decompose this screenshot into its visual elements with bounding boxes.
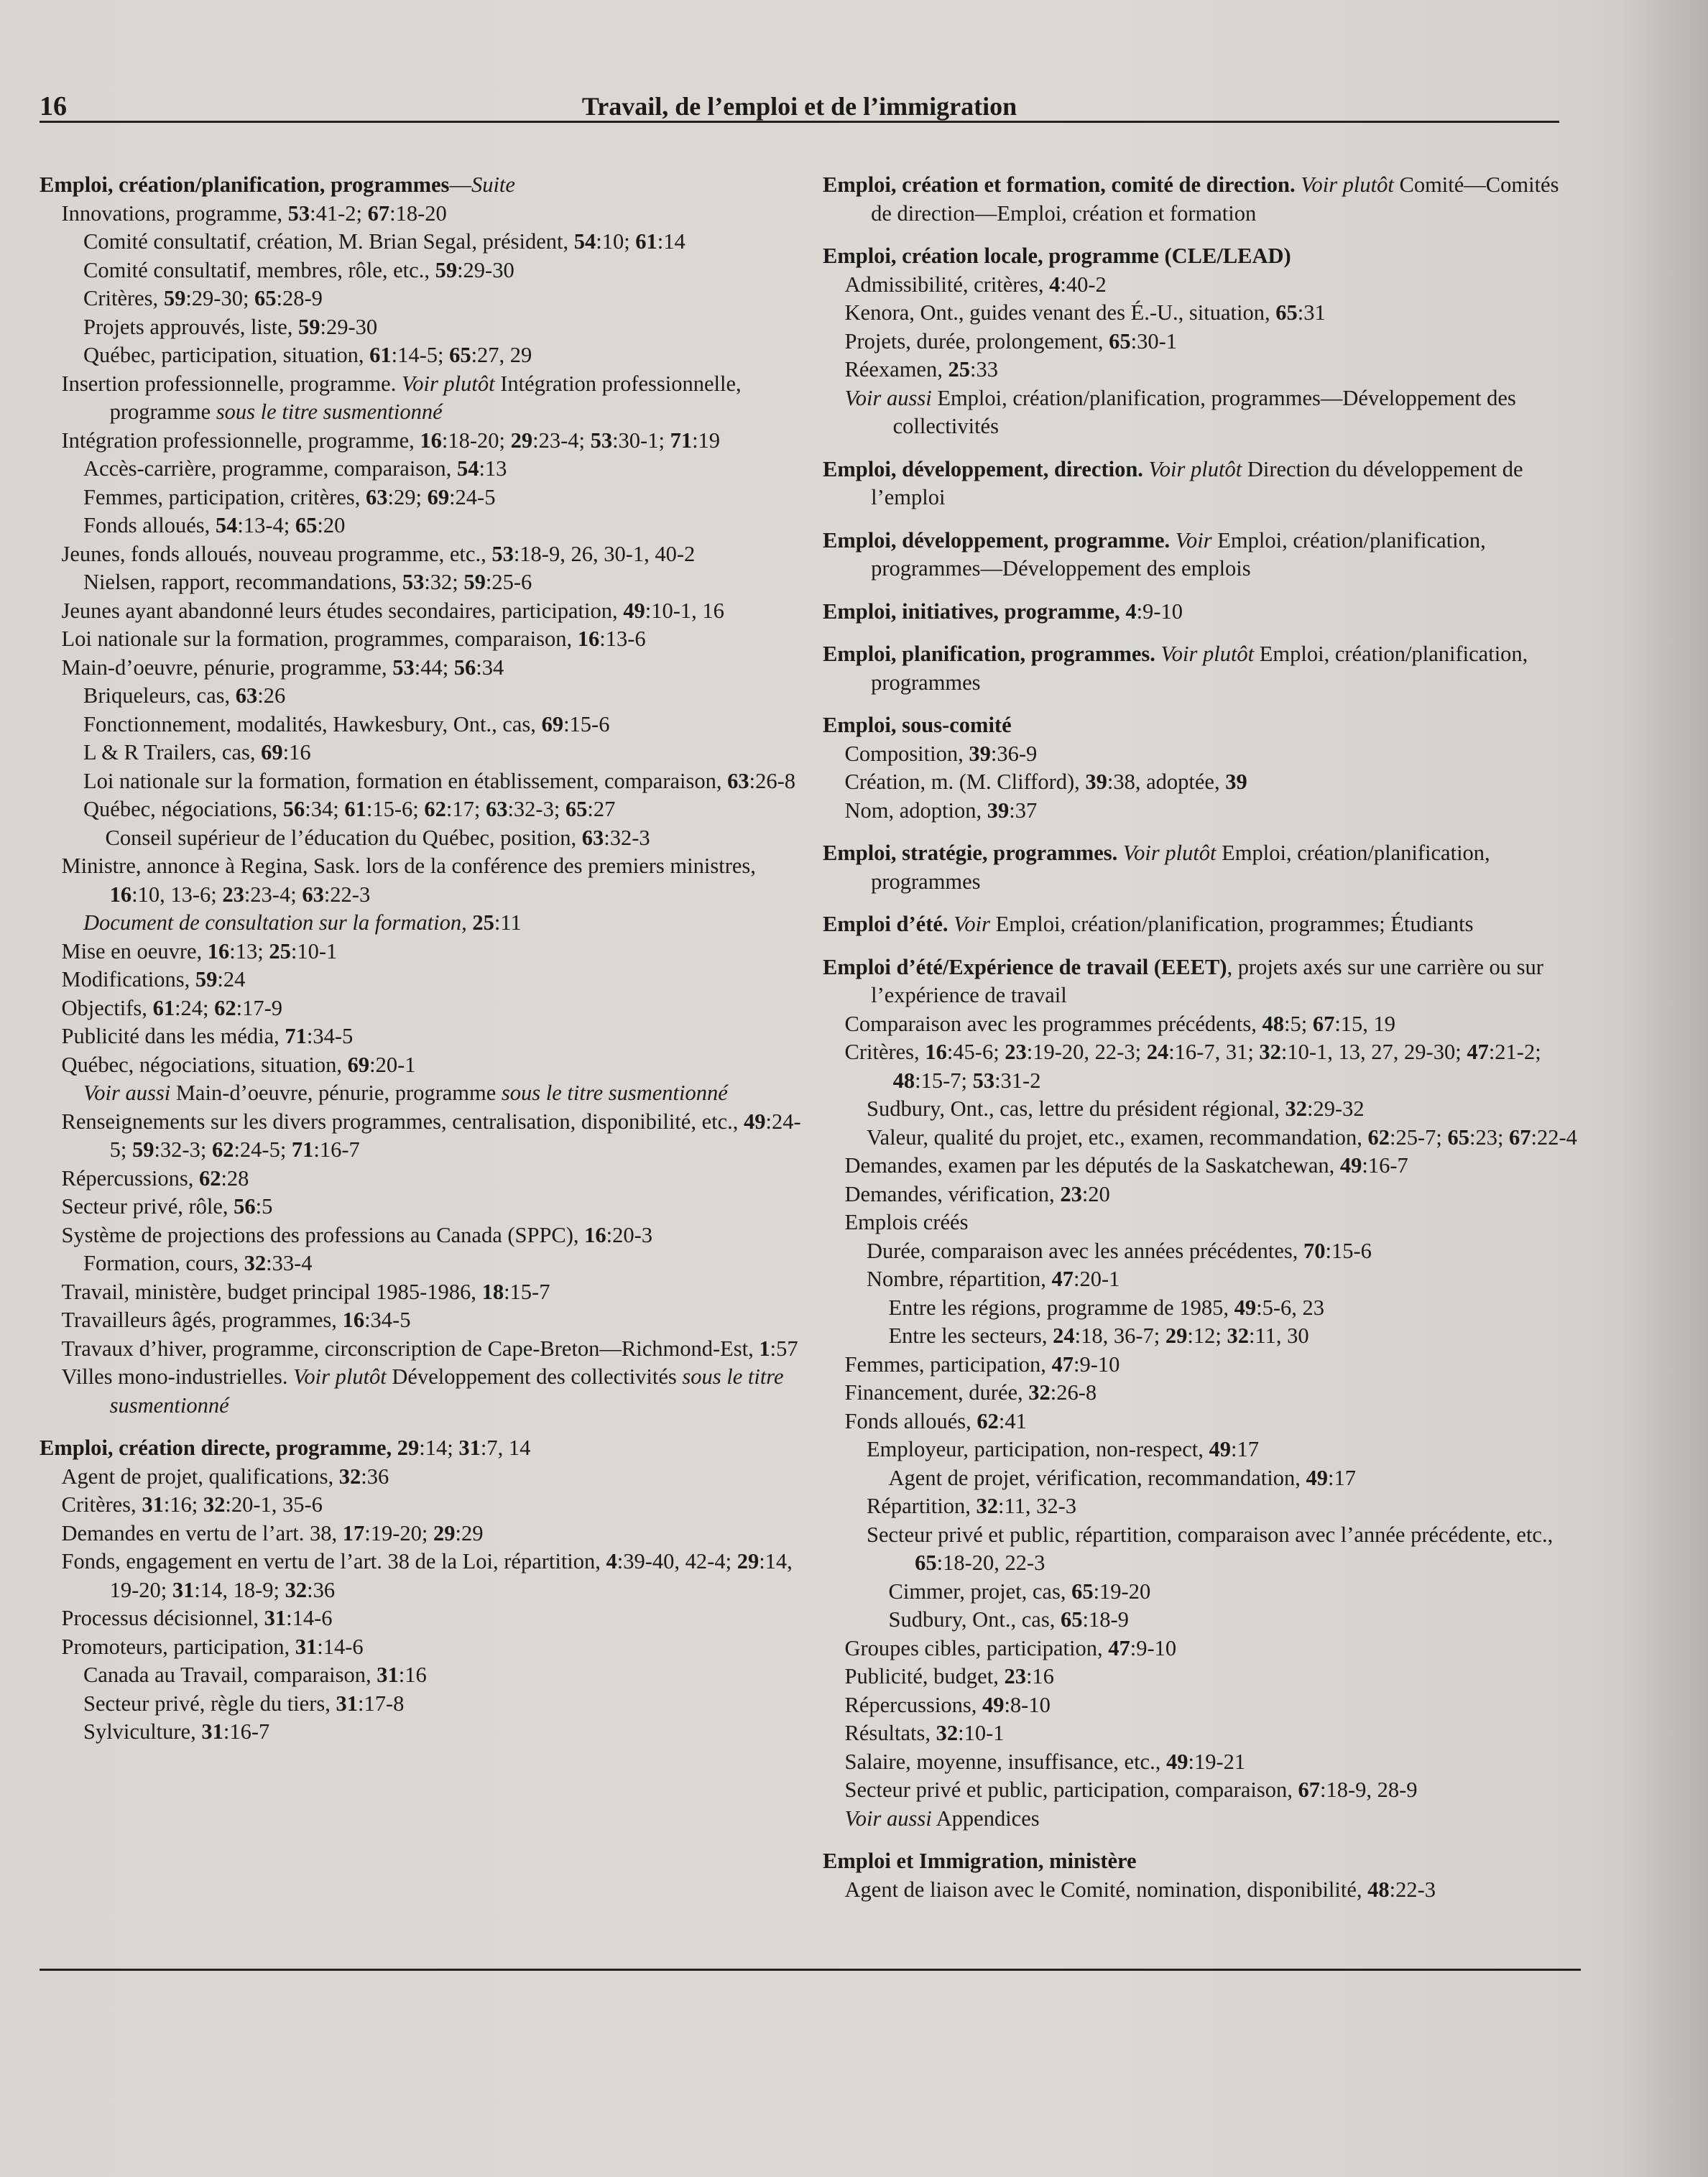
index-subentry: Projets, durée, prolongement, 65:30-1 bbox=[844, 328, 1177, 353]
index-subentry: Entre les secteurs, 24:18, 36-7; 29:12; 32:11, 30 bbox=[888, 1323, 1309, 1348]
index-subentry: Québec, négociations, situation, 69:20-1 bbox=[61, 1052, 416, 1077]
index-subentry: Nombre, répartition, 47:20-1 bbox=[867, 1267, 1120, 1291]
index-subentry: Processus décisionnel, 31:14-6 bbox=[61, 1606, 333, 1630]
index-subentry: Main-d’oeuvre, pénurie, programme, 53:44; 56:34 bbox=[61, 655, 504, 680]
index-subentry: Insertion professionnelle, programme. Voir plutôt Intégration professionnelle, programme sous le titre susmentionné bbox=[61, 371, 742, 424]
index-subentry: Loi nationale sur la formation, formation en établissement, comparaison, 63:26-8 bbox=[83, 768, 795, 793]
index-subentry: Ministre, annonce à Regina, Sask. lors de la conférence des premiers ministres, 16:10, 13-6; 23:23-4; 63:22-3 bbox=[61, 854, 756, 907]
index-subentry: Secteur privé, règle du tiers, 31:17-8 bbox=[83, 1691, 405, 1716]
index-subentry: Villes mono-industrielles. Voir plutôt Développement des collectivités sous le titre susmentionné bbox=[61, 1364, 784, 1418]
index-subentry: Nielsen, rapport, recommandations, 53:32; 59:25-6 bbox=[83, 570, 532, 594]
index-subentry: Cimmer, projet, cas, 65:19-20 bbox=[888, 1579, 1151, 1604]
index-entry bbox=[823, 1847, 1577, 1904]
index-entry bbox=[823, 839, 1577, 896]
index-subentry: Femmes, participation, 47:9-10 bbox=[844, 1351, 1120, 1377]
index-subentry: Objectifs, 61:24; 62:17-9 bbox=[61, 995, 283, 1020]
index-subentry: Financement, durée, 32:26-8 bbox=[844, 1380, 1097, 1405]
index-subentry: Durée, comparaison avec les années précédentes, 70:15-6 bbox=[867, 1238, 1372, 1263]
index-subentry: Secteur privé et public, répartition, comparaison avec l’année précédente, etc., 65:18-20, 22-3 bbox=[867, 1522, 1554, 1575]
page-title: Travail, de l’emploi et de l’immigration bbox=[581, 92, 1017, 121]
index-subentry: Conseil supérieur de l’éducation du Québec, position, 63:32-3 bbox=[105, 825, 650, 850]
index-entry bbox=[40, 171, 801, 1420]
index-subentry: Canada au Travail, comparaison, 31:16 bbox=[83, 1663, 427, 1687]
index-heading: Emploi, stratégie, programmes. Voir plutôt Emploi, création/planification, programmes bbox=[823, 841, 1490, 894]
index-subentry: Demandes, vérification, 23:20 bbox=[844, 1181, 1110, 1206]
index-subentry: L & R Trailers, cas, 69:16 bbox=[83, 740, 311, 764]
index-heading: Emploi, création et formation, comité de direction. Voir plutôt Comité—Comités de direction—Emploi, création et formation bbox=[823, 172, 1559, 226]
index-column-right bbox=[823, 171, 1577, 1918]
index-subentry: Fonds, engagement en vertu de l’art. 38 de la Loi, répartition, 4:39-40, 42-4; 29:14, 19-20; 31:14, 18-9; 32:36 bbox=[61, 1549, 793, 1602]
index-subentry: Secteur privé, rôle, 56:5 bbox=[61, 1194, 273, 1219]
index-subentry: Québec, négociations, 56:34; 61:15-6; 62:17; 63:32-3; 65:27 bbox=[83, 797, 616, 821]
index-subentry: Fonctionnement, modalités, Hawkesbury, Ont., cas, 69:15-6 bbox=[83, 711, 610, 736]
index-subentry: Voir aussi Emploi, création/planification, programmes—Développement des collectivités bbox=[844, 385, 1516, 438]
index-subentry: Demandes en vertu de l’art. 38, 17:19-20; 29:29 bbox=[61, 1520, 484, 1545]
index-subentry: Entre les régions, programme de 1985, 49:5-6, 23 bbox=[888, 1295, 1324, 1320]
index-heading: Emploi, sous-comité bbox=[823, 713, 1012, 737]
index-column-left bbox=[40, 171, 801, 1761]
index-subentry: Formation, cours, 32:33-4 bbox=[83, 1251, 313, 1275]
index-subentry: Travail, ministère, budget principal 1985-1986, 18:15-7 bbox=[61, 1279, 550, 1304]
footer-rule bbox=[40, 1969, 1581, 1971]
index-subentry: Jeunes ayant abandonné leurs études secondaires, participation, 49:10-1, 16 bbox=[61, 598, 724, 623]
index-subentry: Groupes cibles, participation, 47:9-10 bbox=[844, 1635, 1177, 1660]
index-subentry: Jeunes, fonds alloués, nouveau programme, etc., 53:18-9, 26, 30-1, 40-2 bbox=[61, 541, 696, 566]
index-subentry: Comparaison avec les programmes précédents, 48:5; 67:15, 19 bbox=[844, 1011, 1396, 1036]
index-subentry: Publicité dans les média, 71:34-5 bbox=[61, 1024, 354, 1048]
index-heading: Emploi d’été. Voir Emploi, création/planification, programmes; Étudiants bbox=[823, 912, 1474, 936]
index-subentry: Critères, 59:29-30; 65:28-9 bbox=[83, 286, 323, 310]
index-subentry: Travaux d’hiver, programme, circonscription de Cape-Breton—Richmond-Est, 1:57 bbox=[61, 1336, 798, 1361]
index-heading: Emploi, développement, programme. Voir Emploi, création/planification, programmes—Développement des emplois bbox=[823, 527, 1486, 581]
index-heading: Emploi, création locale, programme (CLE/LEAD) bbox=[823, 244, 1291, 268]
index-subentry: Travailleurs âgés, programmes, 16:34-5 bbox=[61, 1308, 411, 1332]
index-subentry: Agent de liaison avec le Comité, nomination, disponibilité, 48:22-3 bbox=[844, 1877, 1436, 1902]
index-subentry: Projets approuvés, liste, 59:29-30 bbox=[83, 314, 378, 339]
index-subentry: Secteur privé et public, participation, comparaison, 67:18-9, 28-9 bbox=[844, 1778, 1418, 1802]
index-subentry: Salaire, moyenne, insuffisance, etc., 49:19-21 bbox=[844, 1749, 1246, 1774]
index-subentry: Publicité, budget, 23:16 bbox=[844, 1664, 1054, 1688]
index-entry bbox=[823, 910, 1577, 939]
index-subentry: Fonds alloués, 62:41 bbox=[844, 1408, 1027, 1433]
index-subentry: Critères, 31:16; 32:20-1, 35-6 bbox=[61, 1492, 323, 1517]
index-subentry: Sudbury, Ont., cas, 65:18-9 bbox=[888, 1607, 1129, 1632]
index-subentry: Kenora, Ont., guides venant des É.-U., situation, 65:31 bbox=[844, 300, 1326, 325]
index-subentry: Système de projections des professions au Canada (SPPC), 16:20-3 bbox=[61, 1222, 653, 1247]
running-header bbox=[40, 92, 1559, 123]
index-subentry: Répartition, 32:11, 32-3 bbox=[867, 1494, 1076, 1518]
index-subentry: Demandes, examen par les députés de la Saskatchewan, 49:16-7 bbox=[844, 1153, 1408, 1178]
index-subentry: Voir aussi Main-d’oeuvre, pénurie, programme sous le titre susmentionné bbox=[83, 1081, 728, 1105]
index-heading: Emploi, création directe, programme, 29:14; 31:7, 14 bbox=[40, 1436, 531, 1460]
index-heading: Emploi, développement, direction. Voir plutôt Direction du développement de l’emploi bbox=[823, 456, 1523, 509]
page-edge-shadow bbox=[1622, 0, 1708, 2177]
index-subentry: Critères, 16:45-6; 23:19-20, 22-3; 24:16-7, 31; 32:10-1, 13, 27, 29-30; 47:21-2; 48:15-7; 53:31-2 bbox=[844, 1040, 1541, 1093]
index-subentry: Accès-carrière, programme, comparaison, 54:13 bbox=[83, 456, 507, 481]
index-subentry: Femmes, participation, critères, 63:29; 69:24-5 bbox=[83, 484, 496, 509]
index-subentry: Québec, participation, situation, 61:14-5; 65:27, 29 bbox=[83, 343, 532, 367]
index-subentry: Briqueleurs, cas, 63:26 bbox=[83, 683, 286, 708]
index-subentry: Composition, 39:36-9 bbox=[844, 741, 1038, 766]
index-entry bbox=[823, 171, 1577, 228]
index-heading: Emploi d’été/Expérience de travail (EEET), projets axés sur une carrière ou sur l’expérience de travail bbox=[823, 954, 1543, 1007]
index-subentry: Modifications, 59:24 bbox=[61, 967, 246, 992]
index-subentry: Innovations, programme, 53:41-2; 67:18-20 bbox=[61, 200, 447, 226]
index-subentry: Fonds alloués, 54:13-4; 65:20 bbox=[83, 513, 346, 537]
index-subentry: Réexamen, 25:33 bbox=[844, 357, 998, 382]
index-subentry: Comité consultatif, création, M. Brian Segal, président, 54:10; 61:14 bbox=[83, 229, 685, 254]
index-subentry: Répercussions, 62:28 bbox=[61, 1165, 249, 1191]
index-entry bbox=[823, 527, 1577, 583]
index-subentry: Répercussions, 49:8-10 bbox=[844, 1692, 1051, 1717]
index-entry bbox=[823, 711, 1577, 825]
index-subentry: Valeur, qualité du projet, etc., examen, recommandation, 62:25-7; 65:23; 67:22-4 bbox=[867, 1124, 1577, 1150]
index-entry bbox=[823, 456, 1577, 512]
index-subentry: Agent de projet, qualifications, 32:36 bbox=[61, 1464, 389, 1489]
index-subentry: Sylviculture, 31:16-7 bbox=[83, 1719, 270, 1744]
index-subentry: Emplois créés bbox=[844, 1210, 969, 1234]
index-heading: Emploi et Immigration, ministère bbox=[823, 1849, 1137, 1873]
index-subentry: Renseignements sur les divers programmes, centralisation, disponibilité, etc., 49:24-5; 59:32-3; 62:24-5; 71:16-7 bbox=[61, 1109, 801, 1162]
index-subentry: Voir aussi Appendices bbox=[844, 1806, 1040, 1831]
index-subentry: Agent de projet, vérification, recommandation, 49:17 bbox=[888, 1465, 1356, 1490]
index-subentry: Mise en oeuvre, 16:13; 25:10-1 bbox=[61, 938, 338, 963]
index-subentry: Admissibilité, critères, 4:40-2 bbox=[844, 272, 1107, 297]
index-subentry: Création, m. (M. Clifford), 39:38, adoptée, 39 bbox=[844, 769, 1247, 794]
index-subentry: Promoteurs, participation, 31:14-6 bbox=[61, 1634, 364, 1659]
index-entry bbox=[823, 640, 1577, 697]
index-entry bbox=[823, 598, 1577, 627]
index-entry bbox=[823, 953, 1577, 1834]
index-subentry: Résultats, 32:10-1 bbox=[844, 1721, 1005, 1745]
index-heading: Emploi, planification, programmes. Voir plutôt Emploi, création/planification, programmes bbox=[823, 642, 1528, 695]
page-number: 16 bbox=[40, 91, 67, 121]
index-entry bbox=[40, 1434, 801, 1747]
index-heading: Emploi, création/planification, programmes—Suite bbox=[40, 172, 515, 197]
index-subentry: Loi nationale sur la formation, programmes, comparaison, 16:13-6 bbox=[61, 627, 646, 651]
index-subentry: Comité consultatif, membres, rôle, etc., 59:29-30 bbox=[83, 257, 514, 282]
index-entry bbox=[823, 242, 1577, 441]
index-subentry: Document de consultation sur la formation, 25:11 bbox=[83, 910, 522, 935]
index-subentry: Employeur, participation, non-respect, 49:17 bbox=[867, 1437, 1259, 1461]
index-subentry: Intégration professionnelle, programme, 16:18-20; 29:23-4; 53:30-1; 71:19 bbox=[61, 427, 721, 453]
index-subentry: Sudbury, Ont., cas, lettre du président régional, 32:29-32 bbox=[867, 1096, 1365, 1121]
index-subentry: Nom, adoption, 39:37 bbox=[844, 798, 1038, 823]
index-heading: Emploi, initiatives, programme, 4:9-10 bbox=[823, 598, 1183, 624]
